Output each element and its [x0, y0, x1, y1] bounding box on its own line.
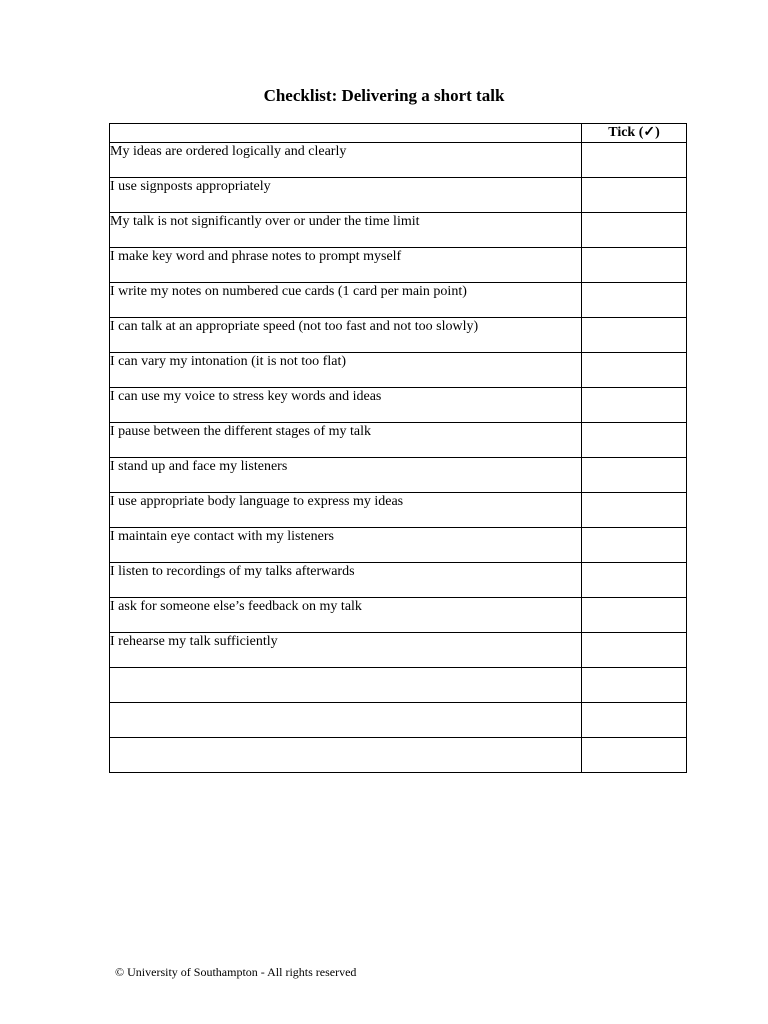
checklist-item-text: I can talk at an appropriate speed (not too fast and not too slowly)	[110, 318, 582, 353]
tick-cell[interactable]	[582, 528, 687, 563]
table-row	[110, 598, 687, 633]
tick-cell[interactable]	[582, 248, 687, 283]
table-row	[110, 283, 687, 318]
tick-cell[interactable]	[582, 598, 687, 633]
checklist-item-text: I pause between the different stages of my talk	[110, 423, 582, 458]
tick-cell[interactable]	[582, 283, 687, 318]
checklist-item-text: I use appropriate body language to express my ideas	[110, 493, 582, 528]
table-row	[110, 493, 687, 528]
table-row	[110, 143, 687, 178]
table-row	[110, 458, 687, 493]
table-row	[110, 528, 687, 563]
checklist-item-text: I make key word and phrase notes to prompt myself	[110, 248, 582, 283]
checklist-item-text: I ask for someone else’s feedback on my talk	[110, 598, 582, 633]
table-row	[110, 318, 687, 353]
checklist-item-text: My ideas are ordered logically and clearly	[110, 143, 582, 178]
tick-column-header: Tick (✓)	[582, 124, 687, 143]
tick-cell[interactable]	[582, 493, 687, 528]
table-row	[110, 703, 687, 738]
table-row	[110, 178, 687, 213]
checklist-item-text: I rehearse my talk sufficiently	[110, 633, 582, 668]
table-row	[110, 213, 687, 248]
table-row	[110, 388, 687, 423]
checklist-table	[109, 123, 687, 773]
table-row	[110, 423, 687, 458]
tick-cell[interactable]	[582, 703, 687, 738]
table-row	[110, 738, 687, 773]
checklist-item-text: I use signposts appropriately	[110, 178, 582, 213]
blank-item-cell[interactable]	[110, 703, 582, 738]
tick-cell[interactable]	[582, 178, 687, 213]
checklist-item-text: I listen to recordings of my talks afterwards	[110, 563, 582, 598]
tick-cell[interactable]	[582, 318, 687, 353]
table-row	[110, 668, 687, 703]
table-row	[110, 353, 687, 388]
table-row	[110, 248, 687, 283]
checklist-item-text: I can use my voice to stress key words and ideas	[110, 388, 582, 423]
tick-cell[interactable]	[582, 388, 687, 423]
tick-cell[interactable]	[582, 668, 687, 703]
copyright-footer: © University of Southampton - All rights reserved	[115, 965, 357, 979]
checklist-item-text: I write my notes on numbered cue cards (1 card per main point)	[110, 283, 582, 318]
table-header-row	[110, 124, 687, 143]
tick-cell[interactable]	[582, 458, 687, 493]
checklist-item-text: My talk is not significantly over or under the time limit	[110, 213, 582, 248]
blank-item-cell[interactable]	[110, 738, 582, 773]
checklist-item-text: I maintain eye contact with my listeners	[110, 528, 582, 563]
tick-cell[interactable]	[582, 353, 687, 388]
page-title: Checklist: Delivering a short talk	[263, 86, 505, 105]
tick-cell[interactable]	[582, 423, 687, 458]
tick-cell[interactable]	[582, 143, 687, 178]
tick-cell[interactable]	[582, 213, 687, 248]
blank-item-cell[interactable]	[110, 668, 582, 703]
table-row	[110, 563, 687, 598]
checklist-item-text: I can vary my intonation (it is not too flat)	[110, 353, 582, 388]
table-row	[110, 633, 687, 668]
tick-cell[interactable]	[582, 633, 687, 668]
header-item-cell	[110, 124, 582, 143]
checklist-item-text: I stand up and face my listeners	[110, 458, 582, 493]
tick-cell[interactable]	[582, 738, 687, 773]
tick-cell[interactable]	[582, 563, 687, 598]
